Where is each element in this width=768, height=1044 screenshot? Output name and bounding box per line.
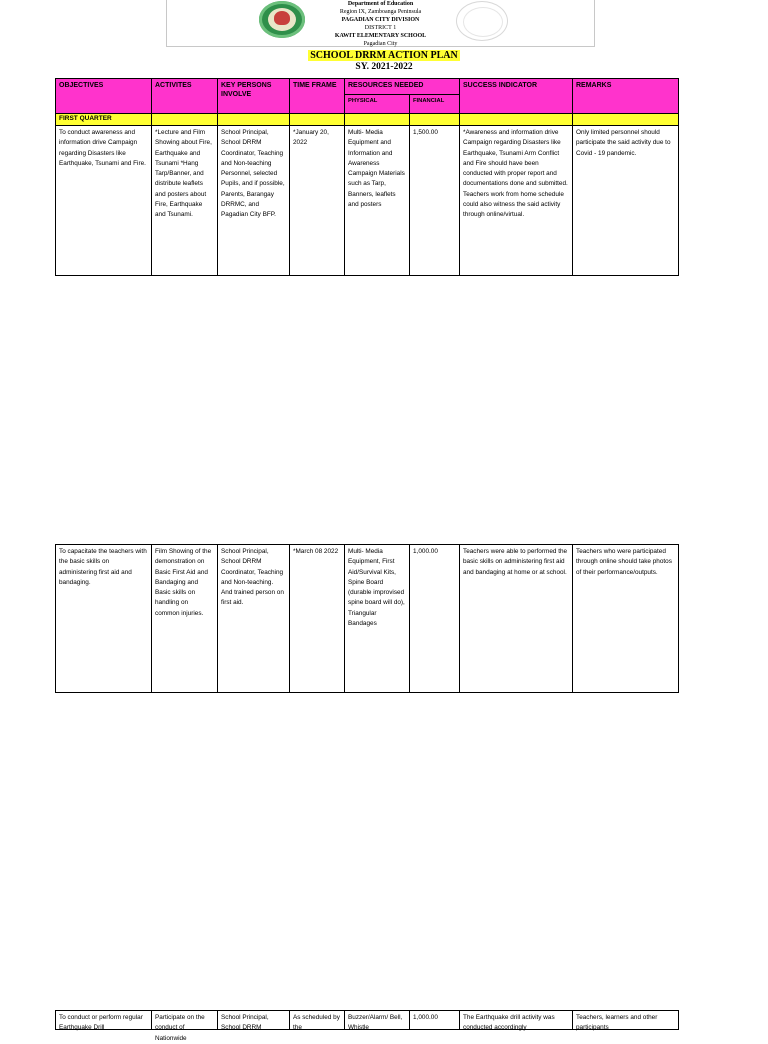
row3-physical: Buzzer/Alarm/ Bell, Whistle [344,1010,410,1030]
row3-key-persons: School Principal, School DRRM [217,1010,290,1030]
header-city: Pagadian City [363,41,398,47]
row1-success: *Awareness and information drive Campaign regarding Disasters like Earthquake, Tsunami Arm Conflict and Fire should have been conducted with proper report and documentations done and submitted. Teachers work from home schedule could also witness the said activity through online/virtual. [459,125,573,276]
col-header-physical: PHYSICAL [344,94,410,114]
row2-success: Teachers were able to performed the basic skills on administering first aid and bandaging at home or at school. [459,544,573,693]
row1-key-persons: School Principal, School DRRM Coordinator, Teaching and Non-teaching Personnel, selected Pupils, and if possible, Parents, Barangay DRRMC, and Pagadian City BFP. [217,125,290,276]
row3-objective: To conduct or perform regular Earthquake Drill [55,1010,152,1030]
row2-financial: 1,000.00 [409,544,460,693]
division-seal-logo [456,1,508,41]
row1-financial: 1,500.00 [409,125,460,276]
row1-activities: *Lecture and Film Showing about Fire, Earthquake and Tsunami *Hang Tarp/Banner, and distribute leaflets and posters about Fire, Earthquake and Tsunami. [151,125,218,276]
col-header-resources: RESOURCES NEEDED [344,78,460,95]
row2-objective: To capacitate the teachers with the basic skills on administering first aid and bandaging. [55,544,152,693]
row2-activities: Film Showing of the demonstration on Basic First Aid and Bandaging and Basic skills on handling on common injuries. [151,544,218,693]
document-header [166,0,595,47]
header-division: PAGADIAN CITY DIVISION [341,17,420,23]
row3-activities: Participate on the conduct of Nationwide [151,1010,218,1030]
row1-physical: Multi- Media Equipment and Information and Awareness Campaign Materials such as Tarp, Banners, leaflets and posters [344,125,410,276]
row2-remarks: Teachers who were participated through online should take photos of their performance/outputs. [572,544,679,693]
row3-financial: 1,000.00 [409,1010,460,1030]
row1-objective: To conduct awareness and information drive Campaign regarding Disasters like Earthquake, Tsunami and Fire. [55,125,152,276]
col-header-time-frame: TIME FRAME [289,78,345,114]
col-header-remarks: REMARKS [572,78,679,114]
row2-physical: Multi- Media Equipment, First Aid/Survival Kits, Spine Board (durable improvised spine board will do), Triangular Bandages [344,544,410,693]
row1-remarks: Only limited personnel should participate the said activity due to Covid - 19 pandemic. [572,125,679,276]
row3-remarks: Teachers, learners and other participants [572,1010,679,1030]
quarter-label: FIRST QUARTER [55,113,152,126]
col-header-activities: ACTIVITES [151,78,218,114]
plan-title: SCHOOL DRRM ACTION PLAN [310,50,458,61]
header-region: Region IX, Zamboanga Peninsula [339,9,422,15]
row3-time-frame: As scheduled by the [289,1010,345,1030]
col-header-key-persons: KEY PERSONS INVOLVE [217,78,290,114]
row3-success: The Earthquake drill activity was conducted accordingly [459,1010,573,1030]
row1-time-frame: *January 20, 2022 [289,125,345,276]
school-year: SY. 2021-2022 [355,62,413,72]
col-header-financial: FINANCIAL [409,94,460,114]
header-department: Department of Education [347,1,414,7]
row2-key-persons: School Principal, School DRRM Coordinator, Teaching and Non-teaching. And trained person on first aid. [217,544,290,693]
col-header-success: SUCCESS INDICATOR [459,78,573,114]
header-school: KAWIT ELEMENTARY SCHOOL [334,33,427,39]
row2-time-frame: *March 08 2022 [289,544,345,693]
col-header-objectives: OBJECTIVES [55,78,152,114]
header-district: DISTRICT 1 [364,25,397,31]
